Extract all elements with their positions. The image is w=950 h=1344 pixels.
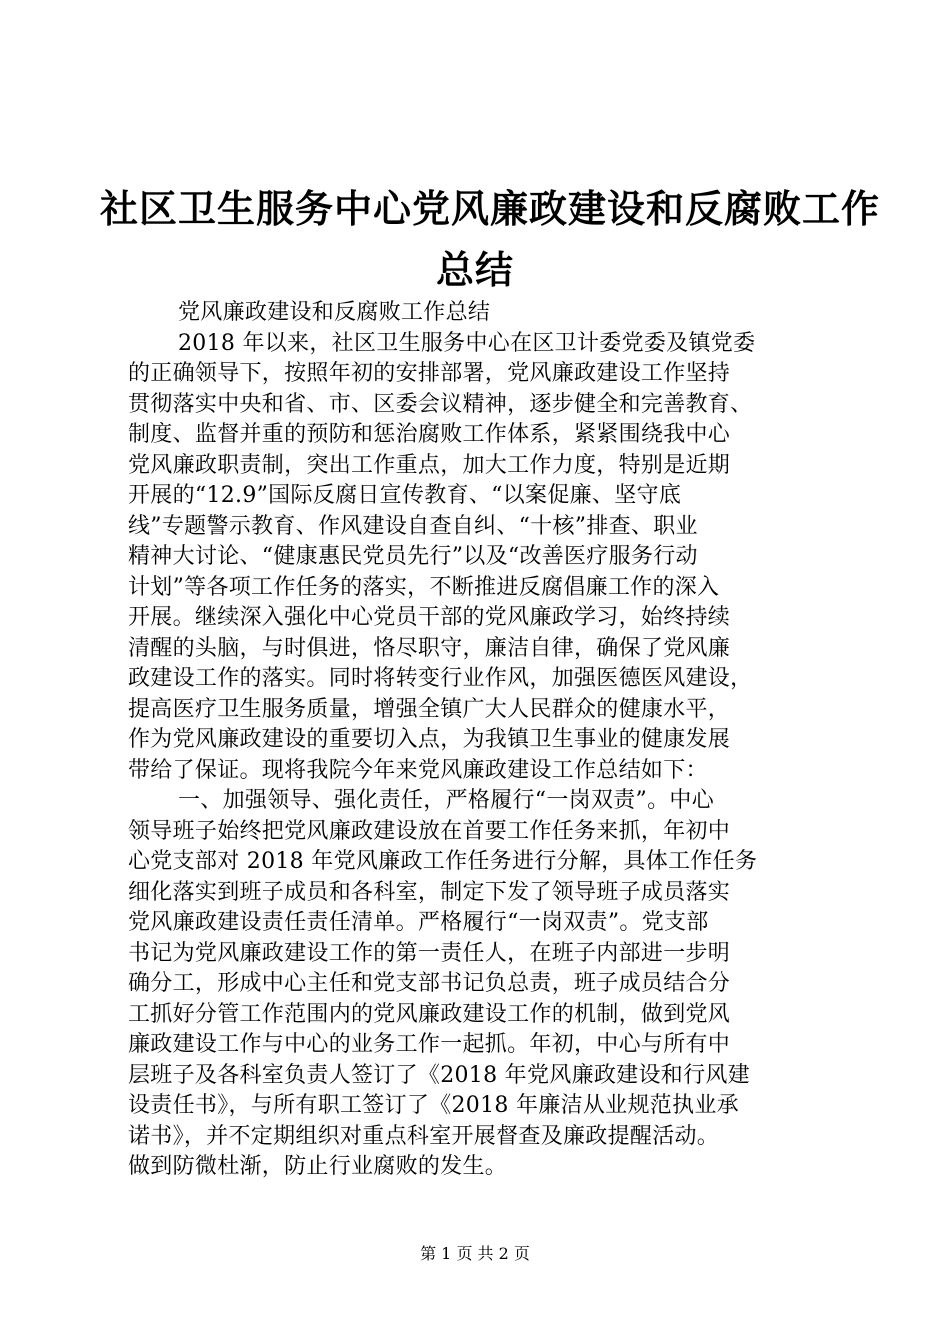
paragraph-line: 开展的“12.9”国际反腐日宣传教育、“以案促廉、坚守底: [128, 483, 682, 508]
document-body: [128, 298, 828, 1183]
paragraph-line: 提高医疗卫生服务质量，增强全镇广大人民群众的健康水平，: [128, 696, 731, 722]
paragraph-line: 精神大讨论、“健康惠民党员先行”以及“改善医疗服务行动: [128, 544, 698, 569]
paragraph-line: 清醒的头脑，与时俱进，恪尽职守，廉洁自律，确保了党风廉: [128, 635, 731, 661]
paragraph-line: 2018 年以来，社区卫生服务中心在区卫计委党委及镇党委: [178, 330, 756, 356]
paragraph-line: 的正确领导下，按照年初的安排部署，党风廉政建设工作坚持: [128, 361, 731, 386]
subtitle-line: 党风廉政建设和反腐败工作总结: [178, 300, 491, 325]
paragraph-line: 做到防微杜渐，防止行业腐败的发生。: [128, 1154, 508, 1179]
paragraph-line: 层班子及各科室负责人签订了《2018 年党风廉政建设和行风建: [128, 1062, 750, 1088]
paragraph-line: 一、加强领导、强化责任，严格履行“一岗双责”。中心: [178, 788, 714, 813]
paragraph-line: 工抓好分管工作范围内的党风廉政建设工作的机制，做到党风: [128, 1001, 731, 1027]
paragraph-line: 诺书》，并不定期组织对重点科室开展督查及廉政提醒活动。: [128, 1123, 720, 1149]
paragraph-line: 确分工，形成中心主任和党支部书记负总责，班子成员结合分: [128, 971, 731, 996]
paragraph-line: 设责任书》，与所有职工签订了《2018 年廉洁从业规范执业承: [128, 1093, 739, 1118]
document-title-line-2: 总结: [435, 248, 514, 292]
paragraph-line: 心党支部对 2018 年党风廉政工作任务进行分解，具体工作任务: [128, 849, 758, 874]
paragraph-line: 贯彻落实中央和省、市、区委会议精神，逐步健全和完善教育、: [128, 391, 753, 417]
paragraph-line: 带给了保证。现将我院今年来党风廉政建设工作总结如下：: [128, 757, 708, 783]
paragraph-line: 细化落实到班子成员和各科室，制定下发了领导班子成员落实: [128, 879, 731, 905]
paragraph-line: 领导班子始终把党风廉政建设放在首要工作任务来抓，年初中: [128, 818, 731, 844]
paragraph-line: 计划”等各项工作任务的落实，不断推进反腐倡廉工作的深入: [128, 574, 720, 600]
paragraph-line: 政建设工作的落实。同时将转变行业作风，加强医德医风建设，: [128, 666, 753, 691]
paragraph-line: 党风廉政建设责任责任清单。严格履行“一岗双责”。党支部: [128, 910, 709, 935]
page-number-footer: 第 1 页 共 2 页: [420, 1244, 530, 1263]
paragraph-line: 开展。继续深入强化中心党员干部的党风廉政学习，始终持续: [128, 605, 731, 630]
paragraph-line: 廉政建设工作与中心的业务工作一起抓。年初，中心与所有中: [128, 1032, 731, 1057]
document-title-line-1: 社区卫生服务中心党风廉政建设和反腐败工作: [100, 187, 881, 231]
paragraph-line: 作为党风廉政建设的重要切入点，为我镇卫生事业的健康发展: [128, 727, 731, 752]
paragraph-line: 制度、监督并重的预防和惩治腐败工作体系，紧紧围绕我中心: [128, 422, 731, 447]
paragraph-line: 书记为党风廉政建设工作的第一责任人，在班子内部进一步明: [128, 940, 731, 966]
paragraph-line: 线”专题警示教育、作风建设自查自纠、“十核”排查、职业: [128, 513, 698, 539]
paragraph-line: 党风廉政职责制，突出工作重点，加大工作力度，特别是近期: [128, 452, 731, 478]
